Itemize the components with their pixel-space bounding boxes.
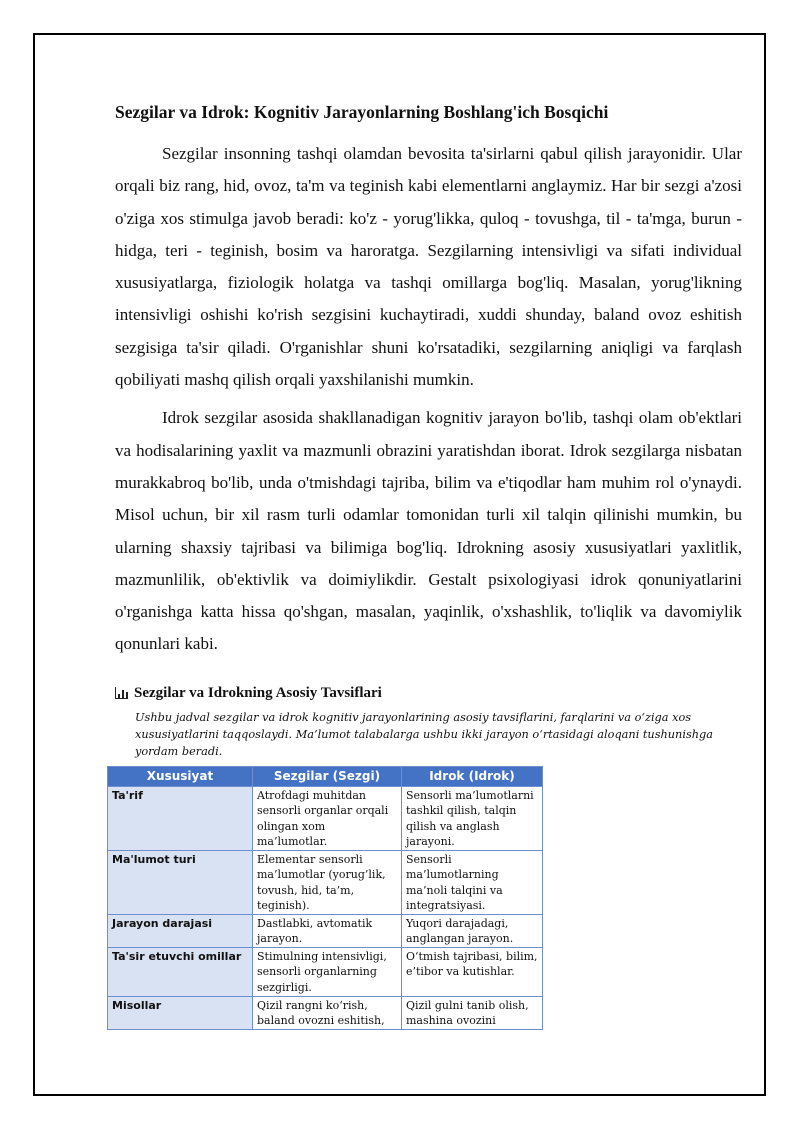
table-row	[108, 914, 543, 947]
table-row	[108, 850, 543, 914]
column-header: Idrok (Idrok)	[402, 766, 543, 786]
paragraph-sezgilar: Sezgilar insonning tashqi olamdan bevosita ta'sirlarni qabul qilish jarayonidir. Ular orqali biz rang, hid, ovoz, ta'm va teginish kabi elementlarni anglaymiz. Har bir sezgi a'zosi o'ziga xos stimulga javob beradi: ko'z - yorug'likka, quloq - tovushga, til - ta'mga, burun - hidga, teri - teginish, bosim va haroratga. Sezgilarning intensivligi va sifati individual xususiyatlarga, fiziologik holatga va tashqi omillarga bog'liq. Masalan, yorug'likning intensivligi oshishi ko'rish sezgisini kuchaytiradi, xuddi shunday, baland ovoz eshitish sezgisiga ta'sir qiladi. O'rganishlar shuni ko'rsatadiki, sezgilarning aniqligi va farqlash qobiliyati mashq qilish orqali yaxshilanishi mumkin.	[115, 144, 742, 390]
table-cell: Sensorli ma’lumotlarni tashkil qilish, talqin qilish va anglash jarayoni.	[402, 786, 543, 850]
column-header: Sezgilar (Sezgi)	[253, 766, 402, 786]
table-heading	[115, 685, 742, 702]
comparison-table	[107, 766, 543, 1030]
table-cell: O‘tmish tajribasi, bilim, e’tibor va kutishlar.	[402, 947, 543, 996]
document-body	[112, 100, 742, 1030]
table-cell: Sensorli ma’lumotlarning ma’noli talqini va integratsiyasi.	[402, 850, 543, 914]
bar-chart-icon	[115, 687, 128, 699]
table-header-row	[108, 766, 543, 786]
table-cell: Atrofdagi muhitdan sensorli organlar orqali olingan xom ma’lumotlar.	[253, 786, 402, 850]
row-label: Jarayon darajasi	[108, 914, 253, 947]
column-header: Xususiyat	[108, 766, 253, 786]
table-row	[108, 996, 543, 1029]
table-row	[108, 947, 543, 996]
row-label: Misollar	[108, 996, 253, 1029]
table-cell: Qizil rangni ko‘rish, baland ovozni eshitish,	[253, 996, 402, 1029]
row-label: Ma'lumot turi	[108, 850, 253, 914]
table-cell: Stimulning intensivligi, sensorli organlarning sezgirligi.	[253, 947, 402, 996]
document-title: Sezgilar va Idrok: Kognitiv Jarayonlarning Boshlang'ich Bosqichi	[115, 102, 609, 122]
table-row	[108, 786, 543, 850]
table-cell: Yuqori darajadagi, anglangan jarayon.	[402, 914, 543, 947]
paragraph-idrok: Idrok sezgilar asosida shakllanadigan kognitiv jarayon bo'lib, tashqi olam ob'ektlari va hodisalarining yaxlit va mazmunli obrazini yaratishdan iborat. Idrok sezgilarga nisbatan murakkabroq bo'lib, unda o'tmishdagi tajriba, bilim va e'tiqodlar ham muhim rol o'ynaydi. Misol uchun, bir xil rasm turli odamlar tomonidan turli xil talqin qilinishi mumkin, bu ularning shaxsiy tajribasi va bilimiga bog'liq. Idrokning asosiy xususiyatlari yaxlitlik, mazmunlilik, ob'ektivlik va doimiylikdir. Gestalt psixologiyasi idrok qonuniyatlarini o'rganishga katta hissa qo'shgan, masalan, yaqinlik, o'xshashlik, to'liqlik va davomiylik qonunlari kabi.	[115, 408, 742, 654]
table-cell: Qizil gulni tanib olish, mashina ovozini	[402, 996, 543, 1029]
row-label: Ta'rif	[108, 786, 253, 850]
table-cell: Elementar sensorli ma’lumotlar (yorug’lik, tovush, hid, ta’m, teginish).	[253, 850, 402, 914]
row-label: Ta'sir etuvchi omillar	[108, 947, 253, 996]
table-cell: Dastlabki, avtomatik jarayon.	[253, 914, 402, 947]
table-caption: Ushbu jadval sezgilar va idrok kognitiv jarayonlarining asosiy tavsiflarini, farqlarini va o‘ziga xos xususiyatlarini taqqoslaydi. Ma’lumot talabalarga ushbu ikki jarayon o‘rtasidagi aloqani tushunishga yordam beradi.	[135, 710, 713, 758]
table-heading-text: Sezgilar va Idrokning Asosiy Tavsiflari	[134, 684, 382, 701]
